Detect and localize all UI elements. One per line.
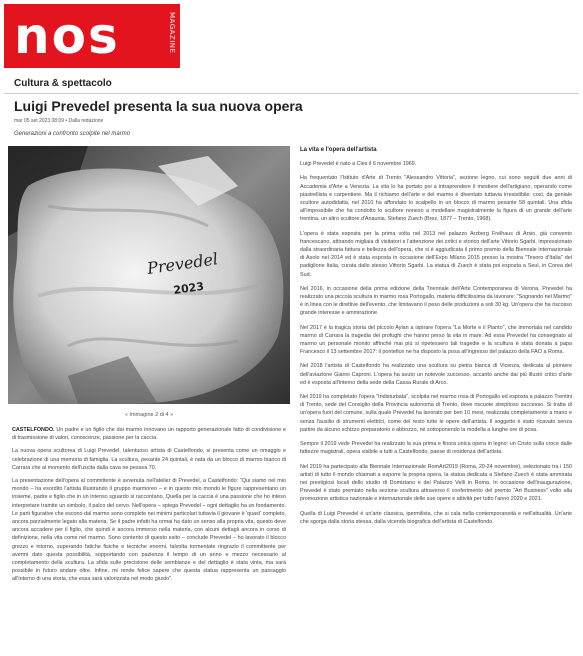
nos-magazine-logo[interactable] — [4, 4, 180, 68]
bio-paragraph: Sempre il 2019 vede Prevedel ha realizzato la sua prima e finora unica opera in legno: un Cristo sulla croce dalle fattezze magistrali, opera visibile a tutti a Castelfondo, paese di residenza dell'artista. — [300, 441, 572, 456]
paragraph — [12, 477, 286, 584]
paragraph — [12, 447, 286, 472]
article-subtitle: Generazioni a confronto scolpite nel marmo — [14, 131, 131, 137]
logo-tagline: MAGAZINE — [168, 12, 176, 54]
bio-paragraph: Luigi Prevedel è nato a Cles il 6 novembre 1969. — [300, 161, 417, 168]
bio-heading: La vita e l'opera dell'artista — [300, 147, 377, 153]
article-title: Luigi Prevedel presenta la sua nuova opera — [14, 98, 303, 114]
signature-text: Prevedel — [145, 249, 220, 278]
marble-sculpture-photo — [8, 146, 290, 404]
bio-paragraph: Nel 2016, in occasione della prima edizione della Triennale dell'Arte Contemporanea di Verona, Prevedel ha realizzato una piccola scultura in marmo rosa Portogallo, materia difficilissima da lavorare: "Sognando nel Marmo" è in linea con le direttive dell'evento, che limitavano il peso delle produzioni a soli 30 kg. Un'opera che ha riscosso grande interesse e ammirazione. — [300, 285, 572, 317]
paragraph-text: La nuova opera scultorea di Luigi Prevedel, talentuoso artista di Castelfondo, si presenta come un omaggio e celebrazione di una memoria di famiglia. La scultura, pesante 24 quintali, è nata da un blocco di marmo bianco di Carrara che al momento dell'uscita dalla cava ne pesava 70. — [12, 448, 286, 471]
signature-year: 2023 — [172, 279, 205, 297]
article-photo[interactable] — [8, 146, 290, 404]
bio-paragraph: Ha frequentato l'Istituto d'Arte di Trento "Alessandro Vittoria", sezione legno, cui sono seguiti due anni di Accademia d'Arte a Venezia. La vita lo ha portato poi a intraprendere il mestiere dell'artigiano, operando come piastrellista e carpentiere. Ma il richiamo dell'arte e del marmo è diventato tuttavia irresistibile: così, da geniale scultore autodidatta, nel 2010 ha affondato lo scalpello in un blocco di marmo pesante 58 quintali. Una sfida all'impossibile che ha condotto lo scultore noneso a modellare magistralmente la figura di un grande dell'arte trentina, un altro scultore d'Anaunia, Stefano Zuech (Brez, 1877 – Trento, 1968). — [300, 175, 572, 223]
logo-word: nos — [14, 7, 120, 65]
dateline: CASTELFONDO. — [12, 427, 55, 433]
article-body-right — [300, 146, 572, 532]
bio-paragraph: Nel 2019 ha completato l'opera "Indisturbata", scolpita nel marmo rosa di Portogallo ed esposta a palazzo Trentini di Trento, sede del Consiglio della Provincia autonoma di Trento, dove riscuote strepitoso successo. Si tratta di un'opera fuori del comune, sulla quale Prevedel ha lavorato per ben 10 mesi, realizzata completamente a mano e senza l'ausilio di strumenti elettrici, come del resto tutte le opere dell'artista. Il soggetto è stato ricavato senza partire da alcuno schizzo preparatorio o abbozzo, né sottoponendo la modella a lunghe ore di posa. — [300, 394, 572, 433]
photo-caption[interactable]: « Immagine 2 di 4 » — [124, 412, 174, 418]
paragraph-text: Un padre e un figlio che dai marmo innovano un rapporto generazionale fatto di condivisione e di trasmissione di valori, conoscenze, passione per la caccia. — [12, 427, 286, 442]
article-body-left — [12, 426, 286, 589]
section-label[interactable]: Cultura & spettacolo — [14, 78, 112, 89]
article-meta: mar 05 set 2023 08:09 • Dalla redazione — [14, 118, 104, 124]
section-divider — [4, 93, 579, 94]
paragraph-text: La presentazione dell'opera al committente è avvenuta nell'atelier di Prevedel, a Castelfondo: "Qui siamo nel mio mondo – ha esordito l'artista illustrando il gruppo marmoreo – e in questo mio mondo le figure rappresentano un insieme, padre e figlio che in un intenso sguardo si raccontano. Quella per la caccia è una passione che ho inteso interpretare tramite un simbolo, il palco del cervo. Nell'opera – spiega Prevedel – ogni dettaglio ha un fondamento. Le parti figurative che escono dal marmo sono complete nei minimi particolari tuttavia il giovane è 'quasi' completo, ancora parzialmente legato alla materia. Se il padre infatti ha ormai ha dato un senso alla propria vita, questo deve ancora accadere per il figlio, che quindi è ancora immerso nella materia, con alcuni dettagli ancora in corso di definizione, nella vita come nel marmo. Sono contento di questo esito – conclude Prevedel – ho lavorato il blocco grezzo e intorno, superando fatiche fisiche e tecniche enormi, talvolta tormentate ringrazio il committente per avermi dato questa possibilità, sopportando con pazienza il tempo di un anno e mezzo necessario al completamento della scultura. La sfida sulle precisione delle sembianze e del dettaglio è stata vinta, ma sarà possibile in futuro andare oltre. Infine, mi rende felice sapere che questa statua rappresenta un passaggio all'interno di una storia, che essa sarà valorizzata nel modo giusto". — [12, 478, 286, 583]
bio-paragraph: Nel 2019 ha partecipato alla Biennale Internazionale RomArt2019 (Roma, 20-24 novembre), selezionato tra i 150 artisti di tutto il mondo chiamati a esporre la propria opera, la statua dedicata a Stefano Zuech è stata ammirata nei prestigiosi locali dello studio di Domiziano e del Palazzo Velli in Roma. In occasione dell'inaugurazione, Prevedel è stato premiato nella sezione scultura attraverso il conferimento del premio "Art Business" volto alla promozione artistica nazionale e internazionale delle sue opere e attività per tutto l'anno 2020 e 2021. — [300, 463, 572, 503]
bio-paragraph: Quella di Luigi Prevedel è un'arte classica, ipermilista, che si cala nella contemporaneità e nell'attualità. Un'arte che sgorga dalla storia stessa, dalla vicenda biografica dell'artista di Castelfondo. — [300, 510, 572, 525]
bio-paragraph: Nel 2018 l'artista di Castelfondo ha realizzato una scultura su pietra bianca di Vicenza, dedicata al pioniere dell'aviazione Gianni Caproni. L'opera ha avuto un notevole successo, accanto anche dai più illustri critici d'arte ed è esposta all'interno della sede della Cassa Rurale di Arco. — [300, 363, 572, 386]
paragraph-intro — [12, 426, 286, 442]
bio-paragraph: L'opera è stata esposta per la prima volta nel 2013 nel palazzo Arzberg Frelhaus di Arsio, già convento francescano, attirando migliaia di visitatori e l'attenzione dei critici e storico dell'arte Vittorio Sgarbi, impressionato dalla straordinaria fattura e bellezza dell'opera, che si è aggiudicata il primo premio della Biennale internazionale di Asolo nel 2014 ed è stata esposta in occasione dell'Expo Milano 2015 presso la mostra "Tesoro d'Italia" del padiglione Italia, curata dallo stesso Vittorio Sgarbi. La statua di Zuech è stata poi esposta a Seul, in Corea del Sud. — [300, 230, 572, 278]
bio-paragraph: Nel 2017 è la tragica storia del piccolo Aylan a ispirare l'opera "La Morte e il Pianto", che immortala nel candido marmo di Carrara la tragedia dei profughi che hanno perso la vita in mare. Ad essa Prevedel ha consegnato al marmo un personale monito affinché mai più si ripetessero tali tragedie e la scultura è stata donata a papa Francesco il 13 settembre 2017: il pontefice ne ha disposto la posa all'ingresso del palazzo della FAO a Roma. — [300, 324, 572, 356]
